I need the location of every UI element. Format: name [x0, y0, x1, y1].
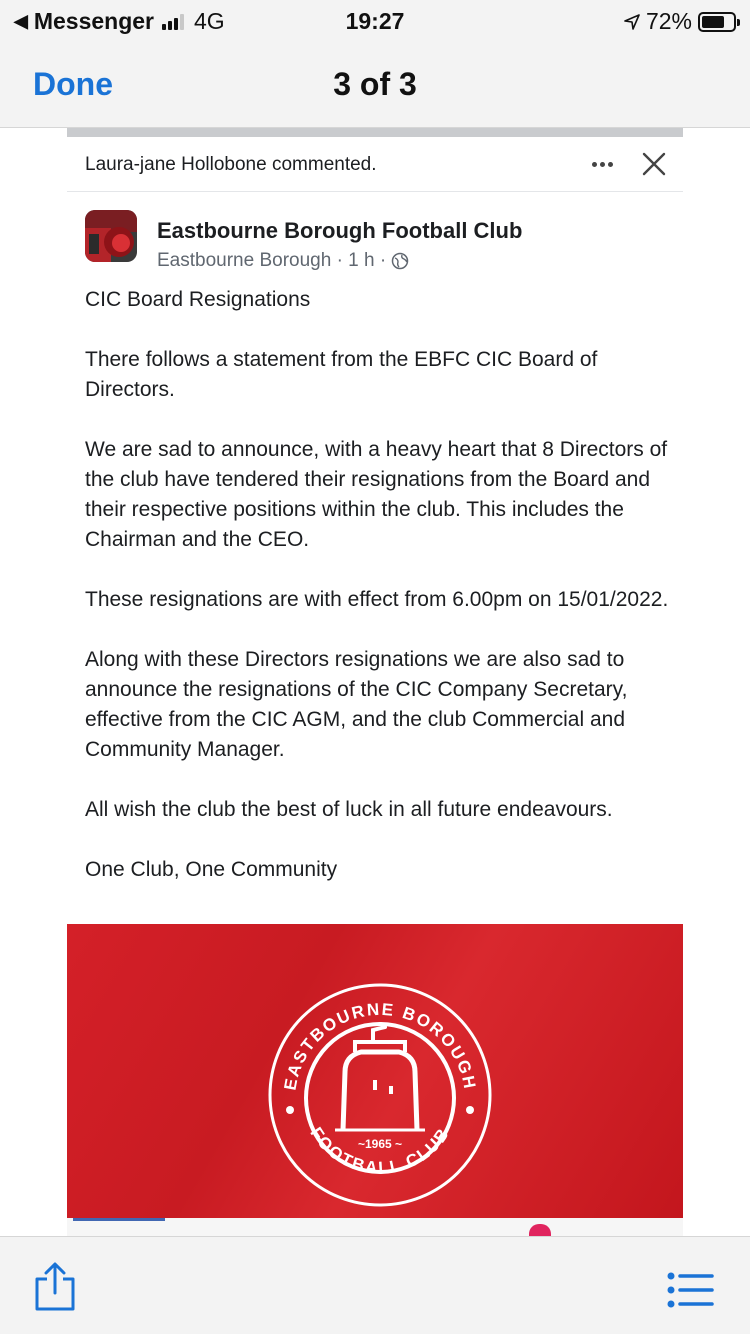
- post-body: [85, 285, 685, 885]
- crest-year: ~1965 ~: [357, 1137, 403, 1151]
- page-name[interactable]: Eastbourne Borough Football Club: [157, 218, 523, 243]
- status-bar: [0, 0, 750, 42]
- post-paragraph: Along with these Directors resignations we are also sad to announce the resignations of the CIC Company Secretary, effective from the CIC AGM, and the club Commercial and Community Manager.: [85, 648, 628, 761]
- more-dots-icon[interactable]: [587, 152, 617, 176]
- bottom-toolbar: [0, 1236, 750, 1334]
- post-paragraph: We are sad to announce, with a heavy heart that 8 Directors of the club have tendered their resignations from the Board and their respective positions within the club. This includes the Chairman and the CEO.: [85, 438, 668, 551]
- post-paragraph: These resignations are with effect from 6.00pm on 15/01/2022.: [85, 588, 669, 611]
- post-paragraph: All wish the club the best of luck in all future endeavours.: [85, 798, 613, 821]
- crest-bottom-text: FOOTBALL CLUB: [306, 1123, 454, 1178]
- share-icon[interactable]: [32, 1261, 78, 1313]
- club-crest-logo: [265, 980, 495, 1210]
- back-triangle-icon: ◀: [14, 11, 28, 31]
- done-button[interactable]: Done: [33, 66, 113, 102]
- page-counter-title: 3 of 3: [333, 66, 417, 102]
- globe-icon: [391, 252, 409, 270]
- post-image[interactable]: [67, 924, 683, 1218]
- post-meta-text: Eastbourne Borough · 1 h ·: [157, 250, 387, 271]
- post-title-line: CIC Board Resignations: [85, 288, 311, 311]
- page-avatar[interactable]: [85, 210, 137, 262]
- list-icon[interactable]: [666, 1271, 714, 1309]
- post-meta: [157, 250, 409, 272]
- reaction-bar-partial: [67, 1218, 683, 1236]
- post-signoff: One Club, One Community: [85, 858, 338, 881]
- status-right: [624, 8, 736, 35]
- location-arrow-icon: [624, 14, 640, 30]
- back-app-label: Messenger: [33, 8, 155, 34]
- notification-header: [67, 137, 683, 192]
- notification-text: Laura-jane Hollobone commented.: [85, 154, 377, 175]
- clock: 19:27: [345, 8, 405, 34]
- battery-icon: [698, 12, 736, 32]
- post-paragraph: There follows a statement from the EBFC CIC Board of Directors.: [85, 348, 598, 401]
- battery-percent: 72%: [645, 8, 692, 34]
- crest-top-text: EASTBOURNE BOROUGH: [280, 999, 480, 1092]
- navigation-bar: [0, 42, 750, 128]
- previous-post-edge: [67, 128, 683, 137]
- close-icon[interactable]: [639, 149, 669, 179]
- network-type: 4G: [194, 8, 225, 34]
